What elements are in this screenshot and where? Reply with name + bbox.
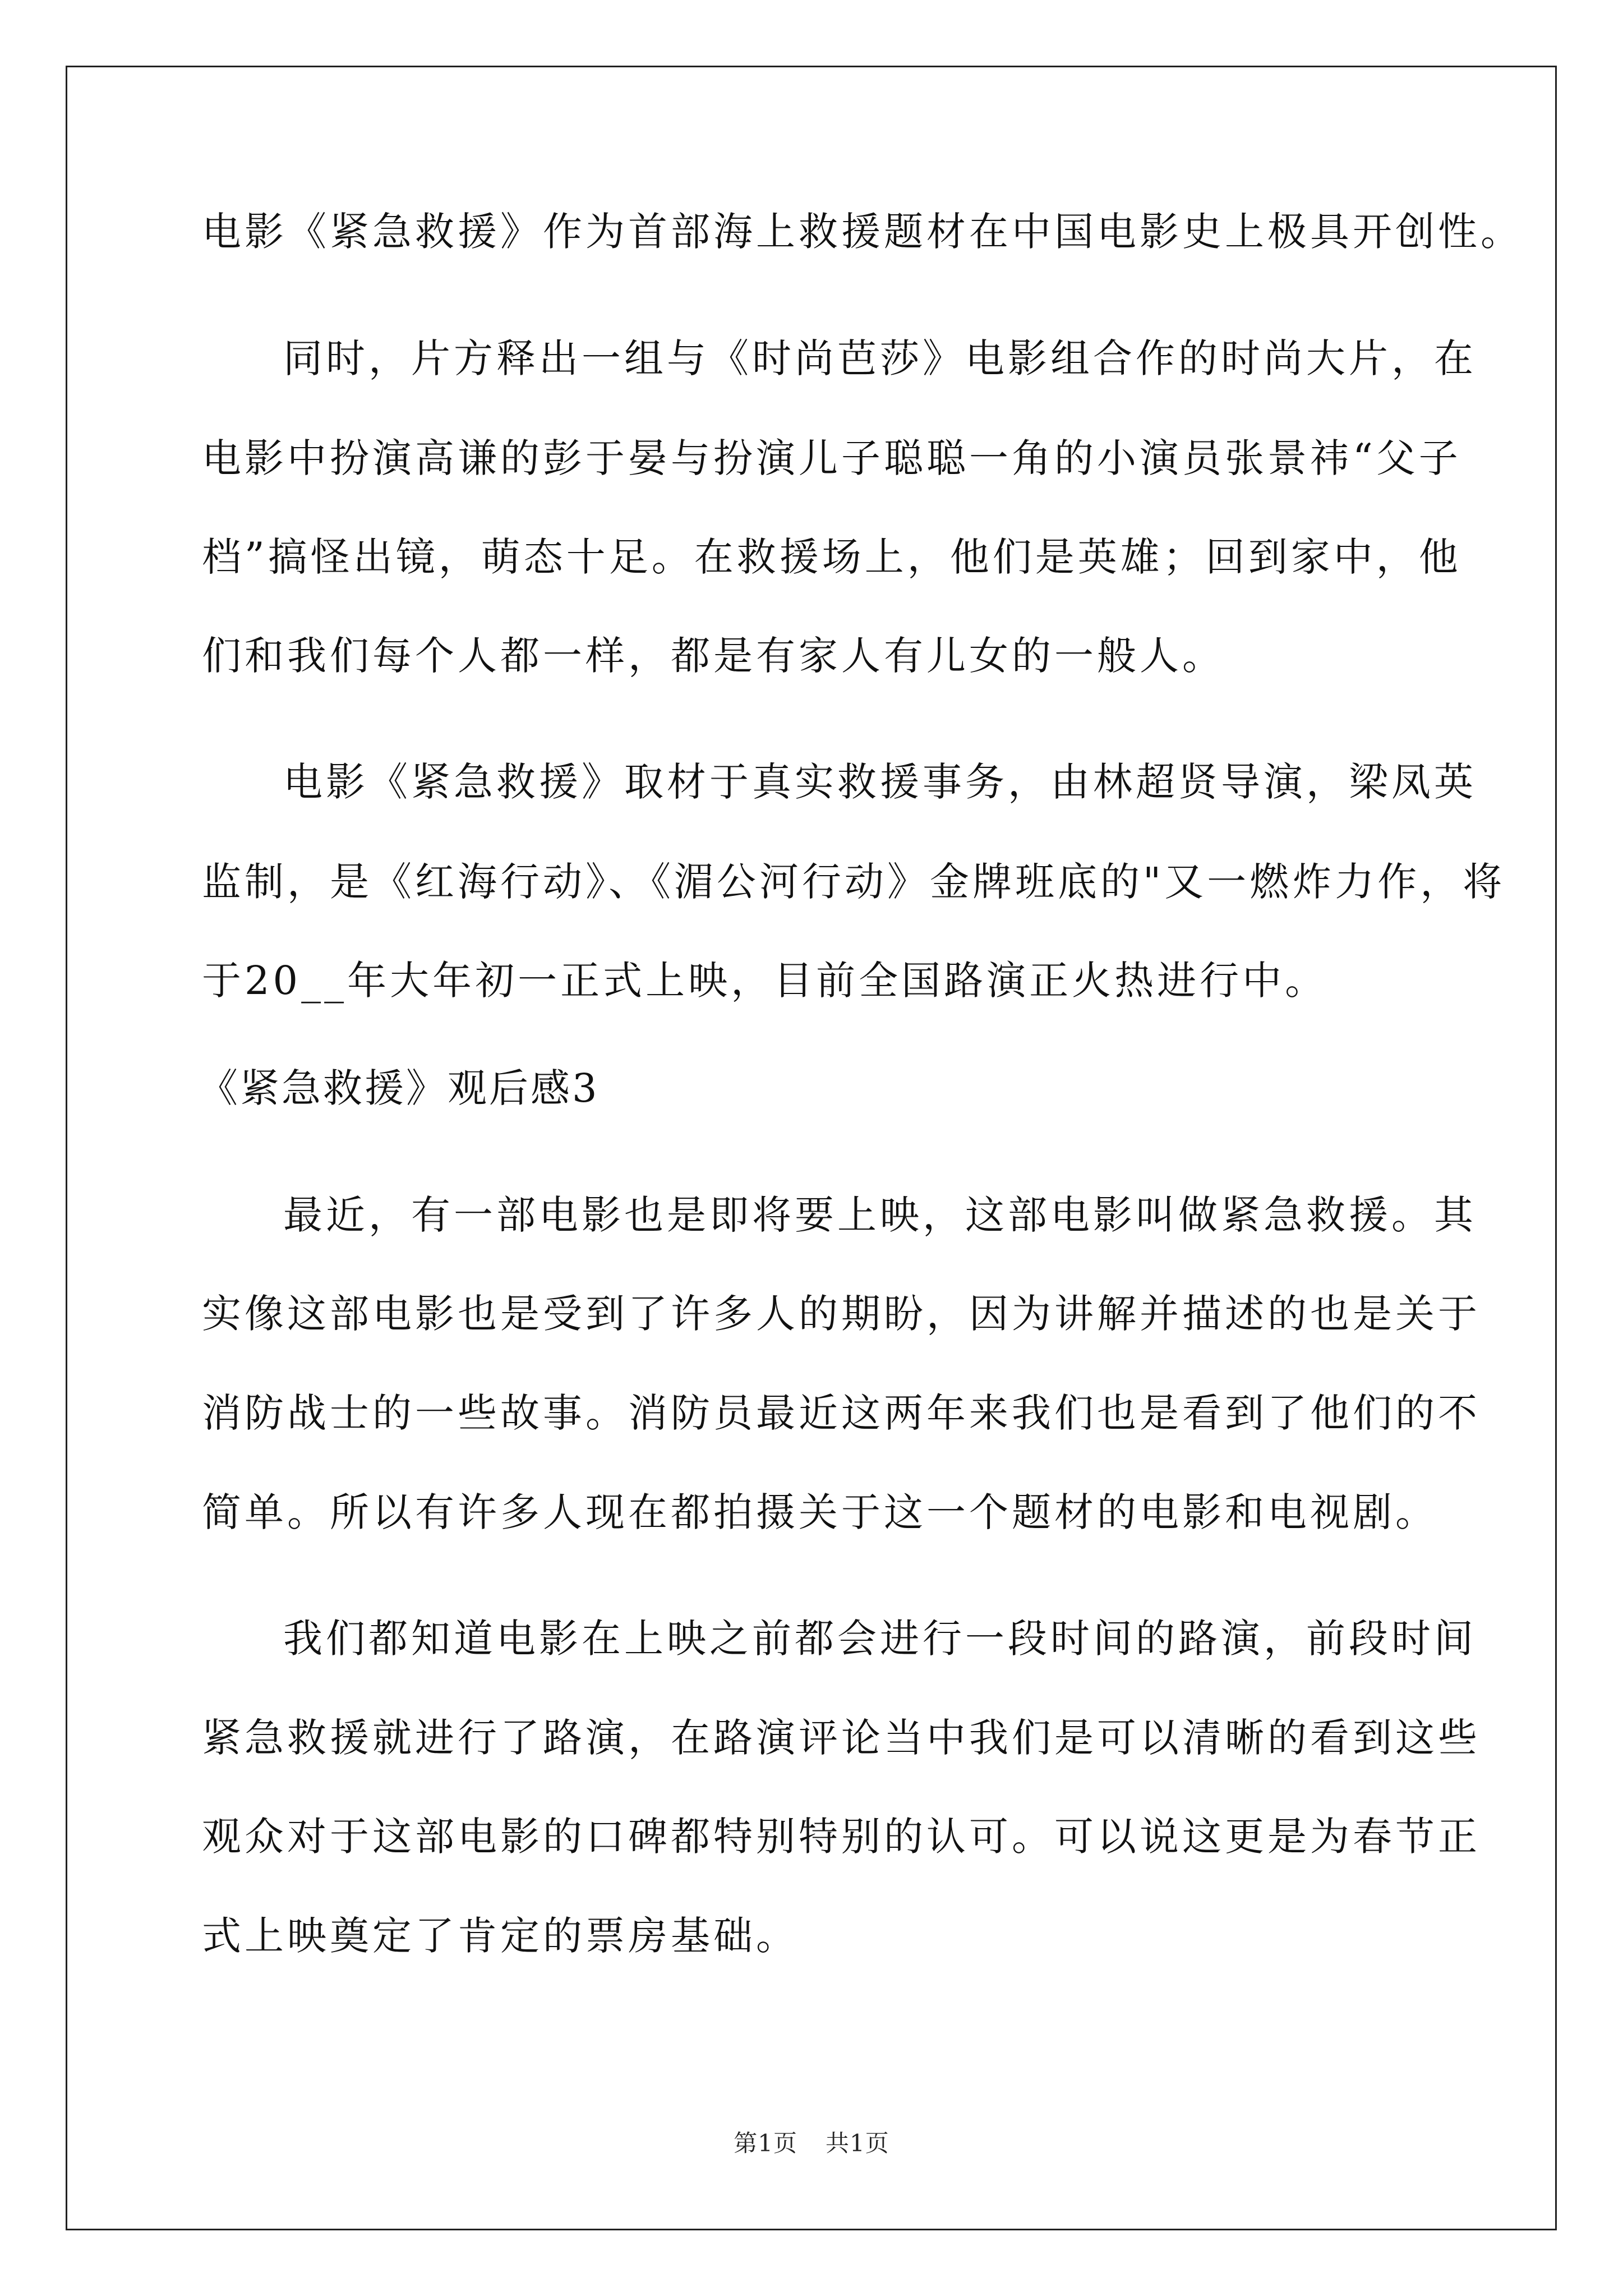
text-line: 观众对于这部电影的口碑都特别特别的认可。可以说这更是为春节正 bbox=[202, 1814, 1481, 1860]
text-line: 紧急救援就进行了路演，在路演评论当中我们是可以清晰的看到这些 bbox=[202, 1715, 1481, 1761]
text-line: 于20__年大年初一正式上映，目前全国路演正火热进行中。 bbox=[202, 958, 1328, 1004]
text-line: 简单。所以有许多人现在都拍摄关于这一个题材的电影和电视剧。 bbox=[202, 1489, 1438, 1535]
text-line: 们和我们每个人都一样，都是有家人有儿女的一般人。 bbox=[202, 633, 1225, 679]
text-line: 电影中扮演高谦的彭于晏与扮演儿子聪聪一角的小演员张景祎“父子 bbox=[202, 435, 1461, 481]
text-line: 消防战士的一些故事。消防员最近这两年来我们也是看到了他们的不 bbox=[202, 1390, 1481, 1436]
paragraph-start-line: 电影《紧急救援》取材于真实救援事务，由林超贤导演，梁凤英 bbox=[283, 759, 1477, 805]
paragraph-start-line: 最近，有一部电影也是即将要上映，这部电影叫做紧急救援。其 bbox=[283, 1192, 1477, 1238]
text-line: 监制，是《红海行动》、《湄公河行动》金牌班底的"又一燃炸力作，将 bbox=[202, 859, 1506, 905]
text-line: 实像这部电影也是受到了许多人的期盼，因为讲解并描述的也是关于 bbox=[202, 1291, 1481, 1337]
page-number: 第1页 bbox=[734, 2129, 797, 2157]
paragraph-start-line: 我们都知道电影在上映之前都会进行一段时间的路演，前段时间 bbox=[283, 1616, 1477, 1662]
section-heading: 《紧急救援》观后感3 bbox=[199, 1065, 600, 1111]
text-line: 档”搞怪出镜，萌态十足。在救援场上，他们是英雄；回到家中，他 bbox=[202, 534, 1461, 580]
page-footer bbox=[0, 2129, 1623, 2157]
paragraph-start-line: 同时，片方释出一组与《时尚芭莎》电影组合作的时尚大片，在 bbox=[283, 335, 1477, 381]
page-total: 共1页 bbox=[826, 2129, 889, 2157]
text-line: 电影《紧急救援》作为首部海上救援题材在中国电影史上极具开创性。 bbox=[202, 209, 1523, 255]
text-line: 式上映奠定了肯定的票房基础。 bbox=[202, 1913, 799, 1959]
page-border bbox=[66, 66, 1557, 2230]
